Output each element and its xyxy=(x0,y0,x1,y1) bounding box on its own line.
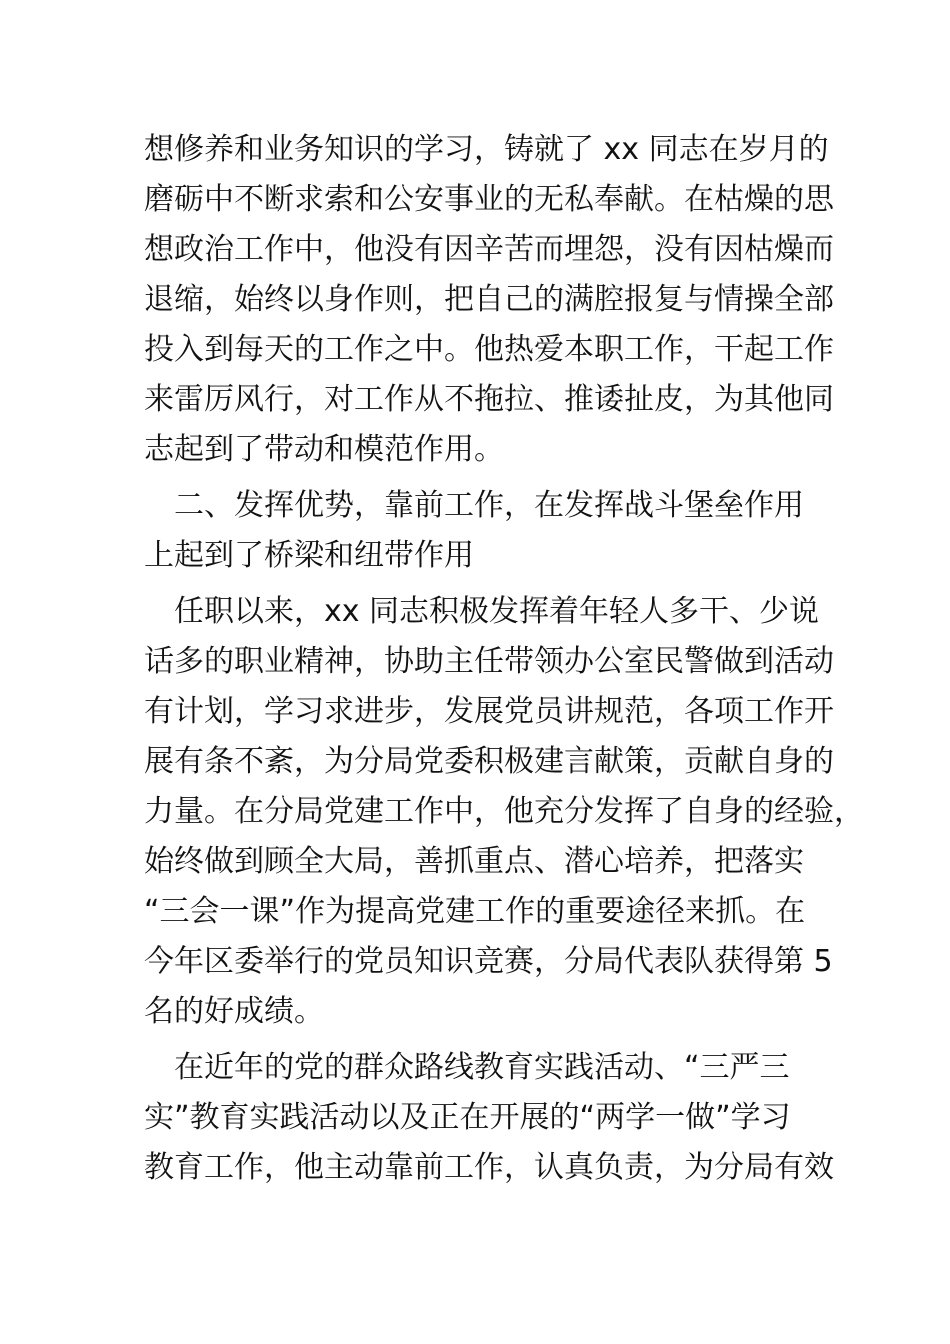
text-line: 展有条不紊，为分局党委积极建言献策，贡献自身的 xyxy=(144,744,834,779)
section-heading-line: 二、发挥优势，靠前工作，在发挥战斗堡垒作用 xyxy=(144,488,804,523)
text-line: 教育工作，他主动靠前工作，认真负责，为分局有效 xyxy=(144,1150,834,1185)
text-line: 磨砺中不断求索和公安事业的无私奉献。在枯燥的思 xyxy=(144,182,834,217)
text-line: 名的好成绩。 xyxy=(144,994,324,1029)
text-line: “三会一课”作为提高党建工作的重要途径来抓。在 xyxy=(144,894,806,929)
text-line: 志起到了带动和模范作用。 xyxy=(144,432,504,467)
text-line: 力量。在分局党建工作中，他充分发挥了自身的经验， xyxy=(144,794,864,829)
text-line: 在近年的党的群众路线教育实践活动、“三严三 xyxy=(144,1050,790,1085)
text-line: 任职以来，xx 同志积极发挥着年轻人多干、少说 xyxy=(144,594,820,629)
text-line: 退缩，始终以身作则，把自己的满腔报复与情操全部 xyxy=(144,282,834,317)
text-line: 始终做到顾全大局，善抓重点、潜心培养，把落实 xyxy=(144,844,804,879)
text-line: 今年区委举行的党员知识竞赛，分局代表队获得第 5 xyxy=(144,944,833,979)
text-line: 来雷厉风行，对工作从不拖拉、推诿扯皮，为其他同 xyxy=(144,382,834,417)
text-line: 想政治工作中，他没有因辛苦而埋怨，没有因枯燥而 xyxy=(144,232,834,267)
text-line: 投入到每天的工作之中。他热爱本职工作，干起工作 xyxy=(144,332,834,367)
text-line: 话多的职业精神，协助主任带领办公室民警做到活动 xyxy=(144,644,834,679)
text-line: 想修养和业务知识的学习，铸就了 xx 同志在岁月的 xyxy=(144,132,829,167)
text-line: 实”教育实践活动以及正在开展的“两学一做”学习 xyxy=(144,1100,791,1135)
text-line: 有计划，学习求进步，发展党员讲规范，各项工作开 xyxy=(144,694,834,729)
section-heading-line: 上起到了桥梁和纽带作用 xyxy=(144,538,474,573)
